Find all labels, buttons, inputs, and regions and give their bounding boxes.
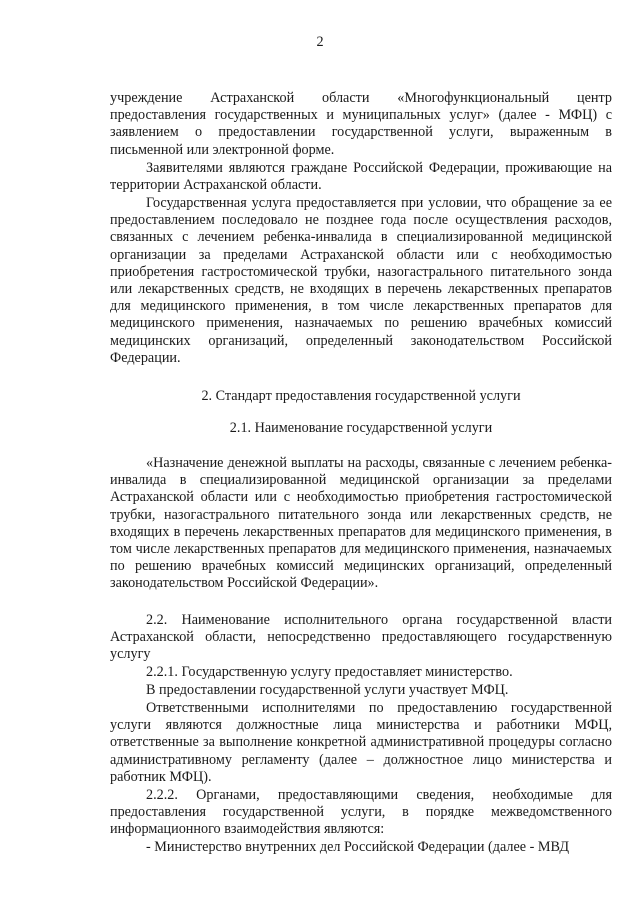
paragraph-applicants: Заявителями являются граждане Российской Федерации, проживающие на территории Астраханской области. [110,160,612,194]
paragraph-service-name: «Назначение денежной выплаты на расходы, связанные с лечением ребенка-инвалида в специализированной медицинской организации за пределами Астраханской области или с необходимостью приобретения гастростомической трубки, назогастрального питательного зонда или лекарственных средств, не входящих в перечень лекарственных препаратов для медицинского применения, в том числе лекарственных препаратов для медицинского применения, назначаемых по решению врачебных комиссий медицинских организаций, определенный законодательством Российской Федерации». [110,455,612,592]
page-number: 2 [316,34,324,50]
paragraph-applicant-mfc: учреждение Астраханской области «Многофункциональный центр предоставления государственных и муниципальных услуг» (далее - МФЦ) с заявлением о предоставлении государственной услуги, выраженным в письменной или электронной форме. [110,90,612,158]
paragraph-2-2-2: 2.2.2. Органами, предоставляющими сведения, необходимые для предоставления государственной услуги, в порядке межведомственного информационного взаимодействия являются: [110,787,612,838]
paragraph-2-2: 2.2. Наименование исполнительного органа государственной власти Астраханской области, непосредственно предоставляющего государственную услугу [110,612,612,663]
paragraph-2-2-1: 2.2.1. Государственную услугу предоставляет министерство. [146,664,513,680]
paragraph-mfc-participates: В предоставлении государственной услуги участвует МФЦ. [146,682,509,698]
list-item-mvd: - Министерство внутренних дел Российской Федерации (далее - МВД [146,839,570,855]
paragraph-condition: Государственная услуга предоставляется при условии, что обращение за ее предоставлением последовало не позднее года после осуществления расходов, связанных с лечением ребенка-инвалида в специализированной медицинской организации за пределами Астраханской области или с необходимостью приобретения гастростомической трубки, назогастрального питательного зонда или лекарственных средств, не входящих в перечень лекарственных препаратов для медицинского применения, в том числе лекарственных препаратов для медицинского применения, назначаемых по решению врачебных комиссий медицинских организаций, определенный законодательством Российской Федерации. [110,195,612,366]
subsection-heading-2-1: 2.1. Наименование государственной услуги [229,420,493,436]
paragraph-responsible: Ответственными исполнителями по предоставлению государственной услуги являются должностные лица министерства и работники МФЦ, ответственные за выполнение конкретной административной процедуры согласно административному регламенту (далее – должностное лицо министерства и работник МФЦ). [110,700,612,785]
section-heading-2: 2. Стандарт предоставления государственной услуги [201,388,521,404]
